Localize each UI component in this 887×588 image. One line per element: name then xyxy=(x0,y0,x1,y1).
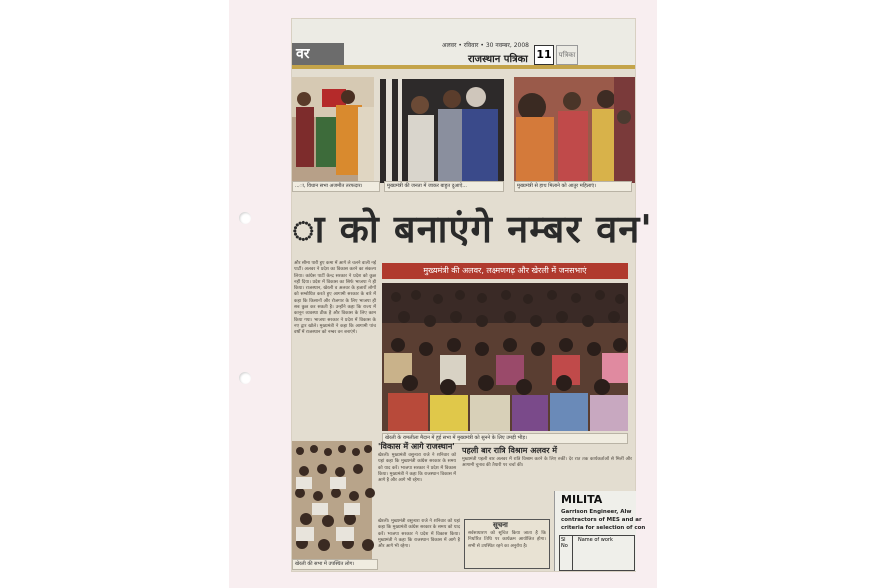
masthead-rule xyxy=(292,65,635,69)
main-headline: ा को बनाएंगे नम्बर वन' xyxy=(292,206,653,251)
ad-table-col-1: Sl No xyxy=(561,537,568,549)
photo-ribbon-cutting xyxy=(380,79,504,183)
story-body-2: मुख्यमंत्री पहली बार अलवर में रात्रि विश्राम करने के लिए रुकीं। देर रात तक कार्यकर्ताओं से मिलीं और आगामी चुनाव की तैयारी पर चर्चा की। xyxy=(462,457,632,469)
story-heading-1: 'विकास में आगे राजस्थान' xyxy=(378,442,455,451)
photo-bottom-crowd xyxy=(292,441,372,559)
punch-hole-top xyxy=(239,212,251,224)
ad-table xyxy=(559,535,635,571)
sub-headline-banner: मुख्यमंत्री की अलवर, लक्ष्मणगढ़ और खेरली में जनसभाएं xyxy=(382,263,628,279)
section-label: वर xyxy=(292,43,344,65)
photo-stage xyxy=(292,77,374,185)
ad-line-2: contractors of MES and ar xyxy=(561,517,642,523)
punch-hole-bottom xyxy=(239,372,251,384)
military-advertisement xyxy=(554,491,646,571)
photo-caption-2: मुख्यमंत्री की जनता में जाकर बाहुत दुआऐ... xyxy=(384,181,504,192)
story-heading-2: पहली बार रात्रि विश्राम अलवर में xyxy=(462,446,558,455)
photo-caption-3: मुख्यमंत्री से हाथ मिलाने को आतुर महिलाएं। xyxy=(514,181,632,192)
ad-line-1: Garrison Engineer, Alw xyxy=(561,509,632,515)
notice-box xyxy=(464,519,550,569)
story-body-1: खेरली। मुख्यमंत्री वसुन्धरा राजे ने शनिवार को यहां कहा कि मुख्यमंत्री कांग्रेस सरकार के समय को याद करें। भाजपा सरकार ने प्रदेश में विकास किया। मुख्यमंत्री ने कहा कि राजस्थान विकास में आगे है और आगे भी रहेगा। xyxy=(378,453,456,484)
notice-title: सूचना xyxy=(493,521,508,529)
story-body-1-continued: खेरली। मुख्यमंत्री वसुन्धरा राजे ने शनिवार को यहां कहा कि मुख्यमंत्री कांग्रेस सरकार के समय को याद करें। भाजपा सरकार ने प्रदेश में विकास किया। मुख्यमंत्री ने कहा कि राजस्थान विकास में आगे है और आगे भी रहेगा। xyxy=(378,519,460,550)
paper-name: राजस्थान पत्रिका xyxy=(468,54,528,65)
bottom-photo-caption: खेरली की सभा में उपस्थित लोग। xyxy=(292,559,378,570)
ad-table-divider xyxy=(572,536,573,570)
masthead xyxy=(292,19,635,65)
page-number: 11 xyxy=(534,45,554,65)
ad-title: MILITA xyxy=(561,493,603,506)
ad-table-col-2: Name of work xyxy=(578,537,613,543)
newspaper-clipping xyxy=(291,18,653,572)
article-left-column: और सीमा पारी हुए कमा में आगे ले चलने वाली नई पार्टी। अलवर ने प्रदेश का विकास करने का संकल्प लिया। कांग्रेस पार्टी केन्द्र सरकार ने प्रदेश को कुछ नहीं दिया। प्रदेश में विकास का सिर्फ भाजपा ने ही किया। राजस्थान, खेरली व अलवर के हजारों लोगों को सम्बोधित करते हुए आगामी सरकार के बारे में कहा कि किसानों और रोजगार के लिए भाजपा ही सब कुछ कर सकती है। उन्होंने कहा कि राज्य में कानून व्यवस्था ठीक है और विकास के लिए काम किया गया। भाजपा सरकार ने प्रदेश में विकास के नए द्वार खोले। मुख्यमंत्री ने कहा कि आगामी पांच वर्षों में राजस्थान को नम्बर वन बनाएंगे। xyxy=(294,261,376,336)
ad-line-3: criteria for selection of con xyxy=(561,525,646,531)
photo-rally-crowd xyxy=(382,283,628,431)
photo-women-crowd xyxy=(514,77,635,183)
photo-caption-1: ...ा, विधान सभा अजमीत तरफदार। xyxy=(292,181,380,192)
main-photo-caption: खेरली के रामलीला मैदान में हुई सभा में मुख्यमंत्री को सुनने के लिए उमड़ी भीड़। xyxy=(382,433,628,444)
dateline: अलवर • रविवार • 30 नवम्बर, 2008 xyxy=(442,42,529,49)
paper-logo: पत्रिका xyxy=(556,45,578,65)
notice-body: सर्वसाधारण को सूचित किया जाता है कि निर्धारित तिथि पर कार्यक्रम आयोजित होगा। सभी से उपस्थित रहने का अनुरोध है। xyxy=(468,531,546,549)
